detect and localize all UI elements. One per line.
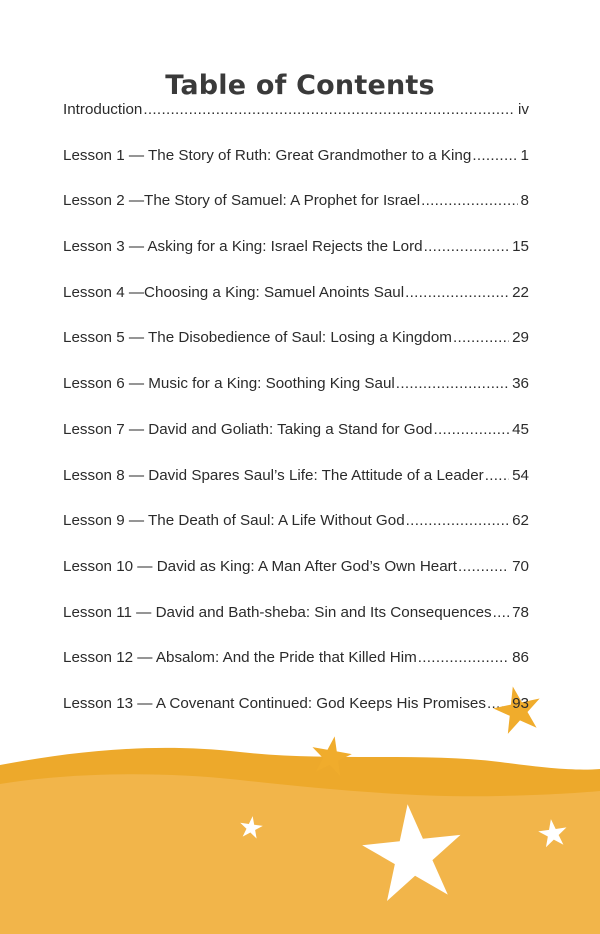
toc-entry-title: Lesson 12 — Absalom: And the Pride that Killed Him <box>63 649 417 667</box>
toc-entry-page: 22 <box>512 283 529 301</box>
toc-entry-page: 54 <box>512 466 529 484</box>
toc-entry-title: Lesson 2 —The Story of Samuel: A Prophet for Israel <box>63 192 421 210</box>
toc-entry-page: 45 <box>512 420 529 438</box>
toc-entry-title: Lesson 13 — A Covenant Continued: God Keeps His Promises <box>63 694 486 712</box>
toc-entry-title: Introduction <box>63 101 143 118</box>
toc-entry-title: Lesson 9 — The Death of Saul: A Life Without God <box>63 512 405 530</box>
toc-entry-page: 8 <box>520 192 529 210</box>
toc-entry-page: 15 <box>512 238 529 256</box>
toc-entry-page: 93 <box>512 694 529 712</box>
toc-entry-title: Lesson 4 —Choosing a King: Samuel Anoints Saul <box>63 283 405 301</box>
page-title: Table of Contents <box>165 70 435 102</box>
toc-entry-title: Lesson 11 — David and Bath-sheba: Sin and Its Consequences <box>63 603 492 621</box>
toc-entry-title: Lesson 7 — David and Goliath: Taking a Stand for God <box>63 420 433 438</box>
toc-entry-page: 70 <box>512 557 529 575</box>
toc-entry-page: 29 <box>512 329 529 347</box>
toc-entry-title: Lesson 3 — Asking for a King: Israel Rejects the Lord <box>63 238 423 256</box>
toc-entry-page: 1 <box>520 146 529 164</box>
toc-entry-title: Lesson 6 — Music for a King: Soothing King Saul <box>63 375 395 393</box>
toc-entry-title: Lesson 10 — David as King: A Man After God’s Own Heart <box>63 557 457 575</box>
toc-entry-page: 78 <box>512 603 529 621</box>
toc-entry-title: Lesson 5 — The Disobedience of Saul: Losing a Kingdom <box>63 329 452 347</box>
toc-entry-page: 62 <box>512 512 529 530</box>
toc-entry-title: Lesson 8 — David Spares Saul’s Life: The Attitude of a Leader <box>63 466 484 484</box>
toc-entry-page: 36 <box>512 375 529 393</box>
toc-entry-page: 86 <box>512 649 529 667</box>
front-wave <box>0 774 600 934</box>
toc-entry-title: Lesson 1 — The Story of Ruth: Great Grandmother to a King <box>63 146 472 164</box>
toc-entry-page: iv <box>518 101 529 118</box>
